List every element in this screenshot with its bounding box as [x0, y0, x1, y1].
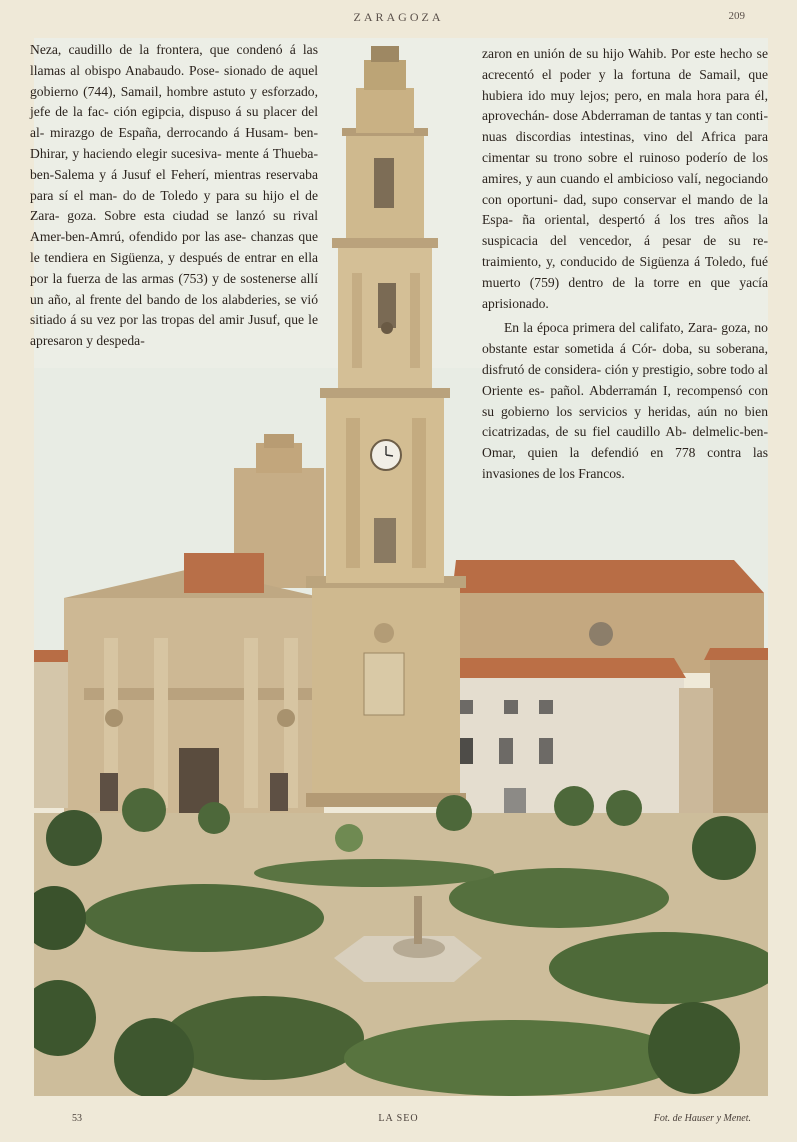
text-line: dose Abderraman de tantas y tan conti-	[553, 108, 768, 124]
text-line: poderío de los amires, y aun cuando el	[482, 149, 768, 186]
paragraph-left	[30, 40, 318, 352]
text-line: ña oriental, despertó á los tres años la	[522, 212, 768, 228]
text-line: hombre astuto y esforzado, jefe de la fac-	[30, 83, 318, 120]
text-line: año, al frente del bando de los alabderies,	[48, 291, 285, 307]
text-line: ción y prestigio, sobre todo al Oriente es-	[482, 361, 768, 398]
text-line: zaron en unión de su hijo Wahib. Por este	[482, 46, 720, 61]
text-line: 778 contra las invasiones de los Francos.	[482, 445, 768, 481]
text-line: Amer-ben-Amrú, ofendido por las ase-	[30, 229, 251, 245]
text-line: después de entrar en ella por la fuerza de	[30, 249, 319, 286]
plate-number: 53	[72, 1113, 82, 1124]
page-number: 209	[728, 10, 745, 22]
text-line: bien cicatrizadas, de su fiel caudillo Ab-	[482, 403, 768, 440]
text-line: Toledo, fué muerto (759) dentro de la torre	[482, 253, 768, 290]
text-line: suspicacia del vencedor, á pesar de su re-	[482, 233, 768, 249]
text-line: En la época primera del califato, Zara-	[504, 320, 722, 336]
text-line: nuas discordias intestinas, vino del Africa	[482, 129, 745, 145]
text-line: Feherí, mientras reservaba para sí el man-	[30, 166, 319, 203]
text-line: amir Jusuf, que le apresaron y despeda-	[30, 312, 318, 349]
text-line: mirazgo de España, derrocando á Husam-	[49, 125, 294, 141]
text-line: ben-Dhirar, y haciendo elegir sucesiva-	[30, 125, 318, 161]
paragraph-right-2	[482, 318, 768, 484]
text-line: do de Toledo y para su hijo el de Zara-	[30, 187, 319, 224]
text-line: de Samail, que hubiera ido muy lejos;	[482, 66, 768, 103]
text-line: mente á Thueba-ben-Salema y á Jusuf el	[30, 145, 318, 182]
text-column-right	[482, 44, 768, 485]
paragraph-right-1	[482, 44, 768, 314]
text-line: dad, supo conservar el mando de la Espa-	[482, 191, 768, 228]
text-column-left	[30, 40, 318, 352]
text-line: se vió sitiado á su vez por las tropas del	[30, 291, 318, 328]
running-header: ZARAGOZA	[353, 10, 444, 24]
text-line: las armas (753) y de sostenerse allí un	[30, 270, 318, 307]
text-line: traimiento, y, conducido de Sigüenza á	[482, 253, 705, 269]
photo-caption: LA SEO	[378, 1113, 419, 1124]
text-line: hecho se acrecentó el poder y la fortuna	[482, 46, 768, 82]
text-line: delmelic-ben-Omar, quien la defendió en	[482, 424, 768, 461]
text-line: á las llamas al obispo Anabaudo. Pose-	[30, 42, 318, 78]
text-line: pañol. Abderramán I, recompensó con	[550, 382, 768, 398]
text-line: en que yacía aprisionado.	[482, 274, 768, 311]
text-line: goza. Sobre esta ciudad se lanzó su rival	[67, 208, 318, 224]
text-line: ambicioso valí, negociando con oportuni-	[482, 170, 768, 207]
text-line: chanzas que le tendiera en Sigüenza, y	[30, 229, 318, 265]
text-line: doba, su soberana, disfrutó de considera-	[482, 341, 768, 377]
photo-credit: Fot. de Hauser y Menet.	[653, 1113, 751, 1124]
text-line: Neza, caudillo de la frontera, que condenó	[30, 42, 290, 57]
text-line: pero, en mala hora para él, aprovechán-	[482, 87, 768, 124]
text-line: goza, no obstante estar sometida á Cór-	[482, 320, 768, 357]
text-line: para cimentar su trono sobre el ruinoso	[482, 129, 768, 165]
text-line: sionado de aquel gobierno (744), Samail,	[30, 62, 319, 99]
text-line: su gobierno los servicios y heridas, aún no	[482, 403, 745, 419]
text-line: ción egipcia, dispuso á su placer del al-	[30, 104, 318, 141]
